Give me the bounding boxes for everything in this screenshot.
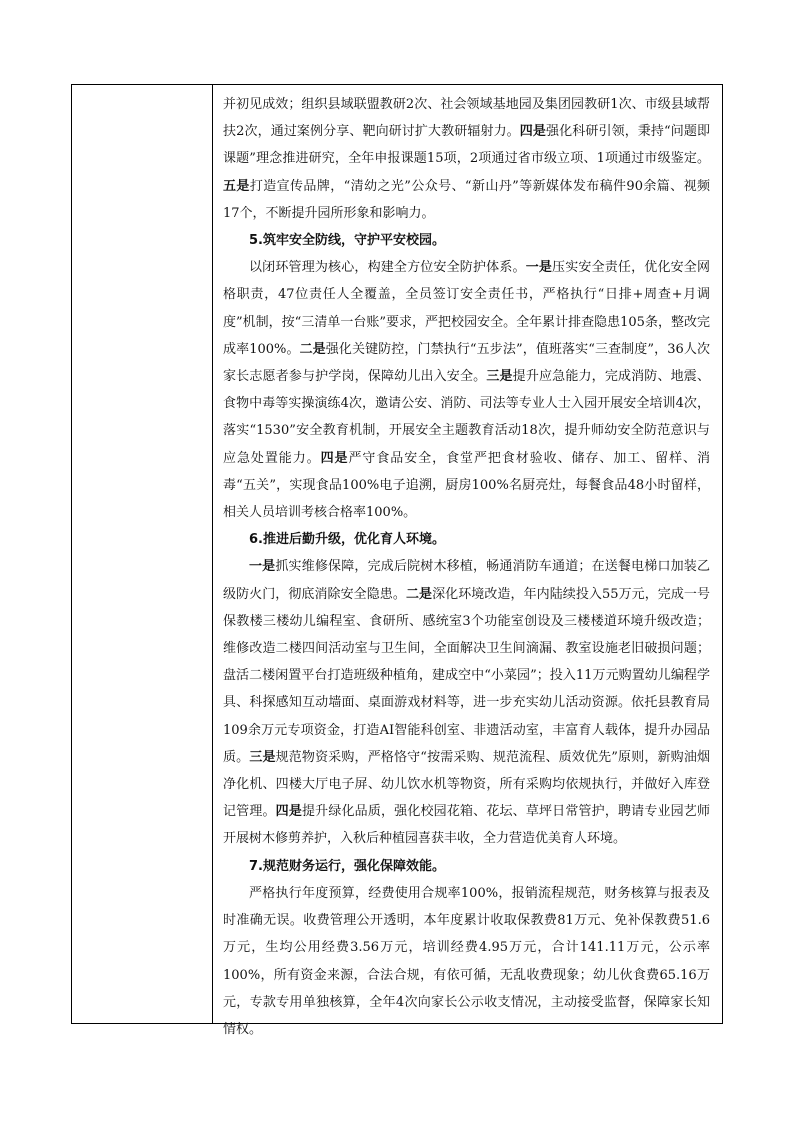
section-6-body [223, 553, 710, 852]
section-4-continuation [223, 91, 710, 227]
ordinal-keyword: 四是 [320, 450, 349, 466]
section-5-body [223, 254, 710, 526]
category-column [72, 85, 213, 1023]
paragraph-text: 以闭环管理为核心，构建全方位安全防护体系。 [249, 260, 526, 276]
content-column [213, 85, 722, 1037]
paragraph-text: 提升绿化品质，强化校园花箱、花坛、草坪日常管护，聘请专业园艺师开展树木修剪养护，入秋后种植园喜获丰收，全力营造优美育人环境。 [223, 804, 710, 847]
ordinal-keyword: 二是 [405, 586, 433, 602]
paragraph-text: 强化科研引领，秉持“问题即课题”理念推进研究，全年申报课题15项，2项通过省市级立项、1项通过市级鉴定。 [223, 124, 710, 167]
ordinal-keyword: 三是 [249, 749, 276, 765]
paragraph-text: 严守食品安全，食堂严把食材验收、储存、加工、留样、消毒“五关”，实现食品100%电子追溯，厨房100%名厨亮灶，每餐食品48小时留样，相关人员培训考核合格率100%。 [223, 450, 710, 521]
section-7-body [223, 880, 710, 1043]
paragraph-text: 深化环境改造，年内陆续投入55万元，完成一号保教楼三楼幼儿编程室、食研所、感统室3个功能室创设及三楼楼道环境升级改造；维修改造二楼四间活动室与卫生间，全面解决卫生间滴漏、教室设施老旧破损问题；盘活二楼闲置平台打造班级种植角，建成空中“小菜园”；投入11万元购置幼儿编程学具、科探感知互动墙面、桌面游戏材料等，进一步充实幼儿活动资源。依托县教育局109余万元专项资金，打造AI智能科创室、非遗活动室，丰富育人载体，提升办园品质。 [223, 586, 710, 765]
paragraph-text: 严格执行年度预算，经费使用合规率100%，报销流程规范，财务核算与报表及时准确无误。收费管理公开透明，本年度累计收取保教费81万元、免补保教费51.6万元，生均公用经费3.56万元，培训经费4.95万元，合计141.11万元，公示率100%，所有资金来源，合法合规，有依可循，无乱收费现象；幼儿伙食费65.16万元，专款专用单独核算，全年4次向家长公示收支情况，主动接受监督，保障家长知情权。 [223, 885, 710, 1037]
paragraph-text: 强化关键防控，门禁执行“五步法”，值班落实“三查制度”，36人次家长志愿者参与护学岗，保障幼儿出入安全。 [223, 341, 710, 385]
ordinal-keyword: 四是 [519, 124, 547, 140]
ordinal-keyword: 四是 [275, 804, 303, 820]
paragraph-text: 打造宣传品牌，“清幼之光”公众号、“新山丹”等新媒体发布稿件90余篇、视频17个，不断提升园所形象和影响力。 [223, 178, 710, 221]
paragraph-text: 压实安全责任，优化安全网格职责，47位责任人全覆盖，全员签订安全责任书，严格执行“日排+周查+月调度”机制，按“三清单一台账”要求，严把校园安全。全年累计排查隐患105条，整改完成率100%。 [223, 260, 710, 357]
ordinal-keyword: 三是 [486, 369, 513, 385]
paragraph-text: 规范物资采购，严格恪守“按需采购、规范流程、质效优先”原则，新购油烟净化机、四楼大厅电子屏、幼儿饮水机等物资，所有采购均依规执行，并做好入库登记管理。 [223, 749, 710, 820]
paragraph-text: 提升应急能力，完成消防、地震、食物中毒等实操演练4次，邀请公安、消防、司法等专业人士入园开展安全培训4次，落实“1530”安全教育机制，开展安全主题教育活动18次，提升师幼安全防范意识与应急处置能力。 [223, 369, 710, 466]
ordinal-keyword: 一是 [525, 260, 553, 276]
paragraph-text: 抓实维修保障，完成后院树木移植，畅通消防车通道；在送餐电梯口加装乙级防火门，彻底消除安全隐患。 [223, 559, 710, 602]
section-6-heading: 6.推进后勤升级，优化育人环境。 [249, 532, 445, 548]
section-7-heading: 7.规范财务运行，强化保障效能。 [249, 858, 445, 874]
ordinal-keyword: 一是 [249, 559, 276, 575]
ordinal-keyword: 二是 [299, 341, 326, 357]
report-table [71, 84, 723, 1037]
ordinal-keyword: 五是 [223, 178, 250, 194]
section-5-heading: 5.筑牢安全防线，守护平安校园。 [249, 233, 445, 249]
paragraph-text: 并初见成效；组织县域联盟教研2次、社会领域基地园及集团园教研1次、市级县域帮扶2次，通过案例分享、靶向研讨扩大教研辐射力。 [223, 97, 710, 140]
